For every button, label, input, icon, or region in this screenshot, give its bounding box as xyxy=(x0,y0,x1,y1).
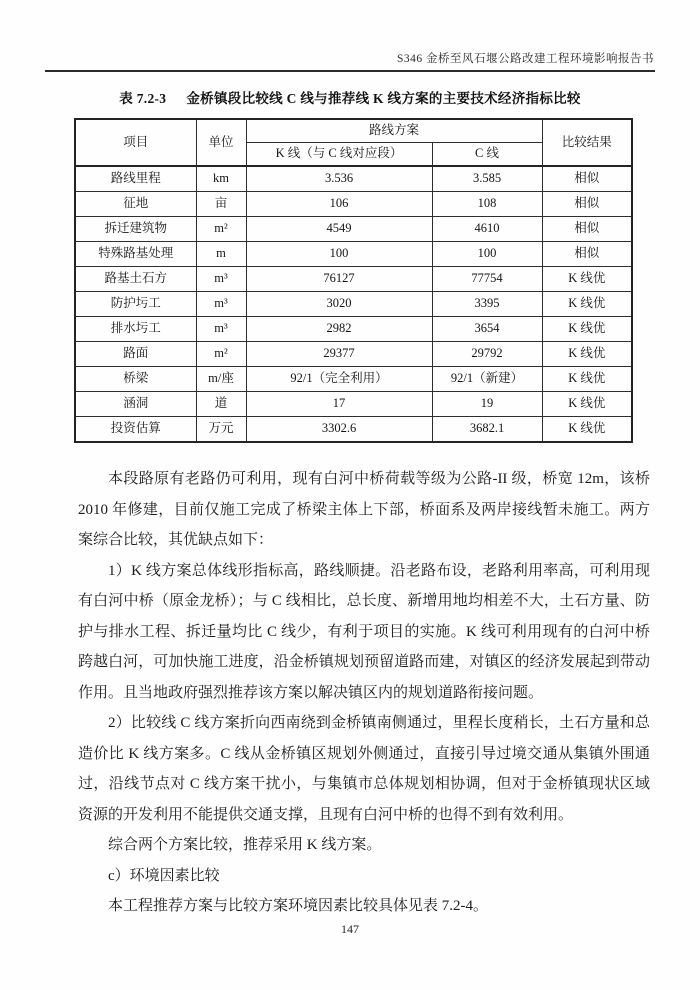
table-caption-label: 表 7.2-3 xyxy=(119,91,167,106)
cell-item: 防护圬工 xyxy=(75,292,196,317)
table-row xyxy=(75,217,632,242)
table-header-row xyxy=(75,119,632,143)
header-item: 项目 xyxy=(75,119,196,166)
cell-item: 拆迁建筑物 xyxy=(75,217,196,242)
cell-unit: m² xyxy=(196,217,246,242)
cell-unit: m/座 xyxy=(196,367,246,392)
cell-result: K 线优 xyxy=(542,317,632,342)
cell-k-value: 100 xyxy=(246,242,432,267)
table-row xyxy=(75,267,632,292)
cell-result: K 线优 xyxy=(542,267,632,292)
cell-unit: 万元 xyxy=(196,417,246,443)
cell-result: K 线优 xyxy=(542,417,632,443)
cell-unit: m² xyxy=(196,342,246,367)
cell-k-value: 3.536 xyxy=(246,166,432,192)
cell-result: K 线优 xyxy=(542,367,632,392)
cell-unit: m xyxy=(196,242,246,267)
header-plan-k: K 线（与 C 线对应段） xyxy=(246,143,432,167)
table-row xyxy=(75,317,632,342)
cell-k-value: 92/1（完全利用） xyxy=(246,367,432,392)
cell-unit: 道 xyxy=(196,392,246,417)
body-text xyxy=(78,464,650,922)
paragraph-reference: 本工程推荐方案与比较方案环境因素比较具体见表 7.2-4。 xyxy=(108,898,488,914)
cell-unit: m³ xyxy=(196,267,246,292)
cell-item: 路线里程 xyxy=(75,166,196,192)
cell-result: K 线优 xyxy=(542,392,632,417)
running-header xyxy=(0,0,700,66)
table-row xyxy=(75,292,632,317)
cell-k-value: 29377 xyxy=(246,342,432,367)
table-caption xyxy=(0,87,700,107)
cell-c-value: 108 xyxy=(432,192,542,217)
table-row xyxy=(75,342,632,367)
cell-c-value: 100 xyxy=(432,242,542,267)
cell-k-value: 3020 xyxy=(246,292,432,317)
cell-k-value: 4549 xyxy=(246,217,432,242)
cell-unit: m³ xyxy=(196,292,246,317)
table-caption-title: 金桥镇段比较线 C 线与推荐线 K 线方案的主要技术经济指标比较 xyxy=(186,91,581,106)
cell-item: 路面 xyxy=(75,342,196,367)
table-row xyxy=(75,192,632,217)
paragraph-conclusion: 综合两个方案比较，推荐采用 K 线方案。 xyxy=(108,837,382,853)
cell-k-value: 3302.6 xyxy=(246,417,432,443)
report-title: S346 金桥至风石堰公路改建工程环境影响报告书 xyxy=(396,53,654,65)
cell-result: 相似 xyxy=(542,217,632,242)
cell-item: 投资估算 xyxy=(75,417,196,443)
header-result: 比较结果 xyxy=(542,119,632,166)
cell-k-value: 2982 xyxy=(246,317,432,342)
paragraph-section-c: c）环境因素比较 xyxy=(108,867,220,884)
cell-c-value: 19 xyxy=(432,392,542,417)
table-row xyxy=(75,392,632,417)
cell-result: K 线优 xyxy=(542,292,632,317)
page-number: 147 xyxy=(341,922,359,936)
comparison-table xyxy=(74,118,633,443)
paragraph-k-line-pros: 1）K 线方案总体线形指标高，路线顺捷。沿老路布设，老路利用率高，可利用现有白河中桥（原金龙桥）；与 C 线相比，总长度、新增用地均相差不大，土石方量、防护与排水工程、拆迁量均比 C 线少，有利于项目的实施。K 线可利用现有的白河中桥跨越白河，可加快施工进度，沿金桥镇规划预留道路而建，对镇区的经济发展起到带动作用。且当地政府强烈推荐该方案以解决镇区内的规划道路衔接问题。 xyxy=(78,562,650,701)
cell-k-value: 106 xyxy=(246,192,432,217)
paragraph-c-line-cons: 2）比较线 C 线方案折向西南绕到金桥镇南侧通过，里程长度稍长，土石方量和总造价比 K 线方案多。C 线从金桥镇区规划外侧通过，直接引导过境交通从集镇外围通过，沿线节点对 C 线方案干扰小，与集镇市总体规划相协调，但对于金桥镇现状区域资源的开发利用不能提供交通支撑，且现有白河中桥的也得不到有效利用。 xyxy=(78,715,650,823)
cell-c-value: 77754 xyxy=(432,267,542,292)
cell-c-value: 3395 xyxy=(432,292,542,317)
cell-unit: m³ xyxy=(196,317,246,342)
cell-k-value: 76127 xyxy=(246,267,432,292)
cell-result: K 线优 xyxy=(542,342,632,367)
cell-item: 征地 xyxy=(75,192,196,217)
cell-result: 相似 xyxy=(542,166,632,192)
cell-c-value: 3682.1 xyxy=(432,417,542,443)
table-row xyxy=(75,367,632,392)
cell-item: 排水圬工 xyxy=(75,317,196,342)
cell-unit: 亩 xyxy=(196,192,246,217)
cell-result: 相似 xyxy=(542,192,632,217)
table-row xyxy=(75,166,632,192)
cell-c-value: 29792 xyxy=(432,342,542,367)
cell-result: 相似 xyxy=(542,242,632,267)
table-row xyxy=(75,242,632,267)
header-unit: 单位 xyxy=(196,119,246,166)
cell-item: 涵洞 xyxy=(75,392,196,417)
header-plan-c: C 线 xyxy=(432,143,542,167)
table-row xyxy=(75,417,632,443)
header-rule xyxy=(45,70,655,72)
cell-c-value: 3.585 xyxy=(432,166,542,192)
cell-c-value: 3654 xyxy=(432,317,542,342)
cell-item: 路基土石方 xyxy=(75,267,196,292)
cell-item: 特殊路基处理 xyxy=(75,242,196,267)
cell-c-value: 92/1（新建） xyxy=(432,367,542,392)
cell-k-value: 17 xyxy=(246,392,432,417)
cell-c-value: 4610 xyxy=(432,217,542,242)
cell-item: 桥梁 xyxy=(75,367,196,392)
header-plan-group: 路线方案 xyxy=(246,119,542,143)
cell-unit: km xyxy=(196,166,246,192)
paragraph-intro: 本段路原有老路仍可利用，现有白河中桥荷载等级为公路-II 级，桥宽 12m，该桥 2010 年修建，目前仅施工完成了桥梁主体上下部，桥面系及两岸接线暂未施工。两方案综合比较，其优缺点如下： xyxy=(78,471,650,548)
